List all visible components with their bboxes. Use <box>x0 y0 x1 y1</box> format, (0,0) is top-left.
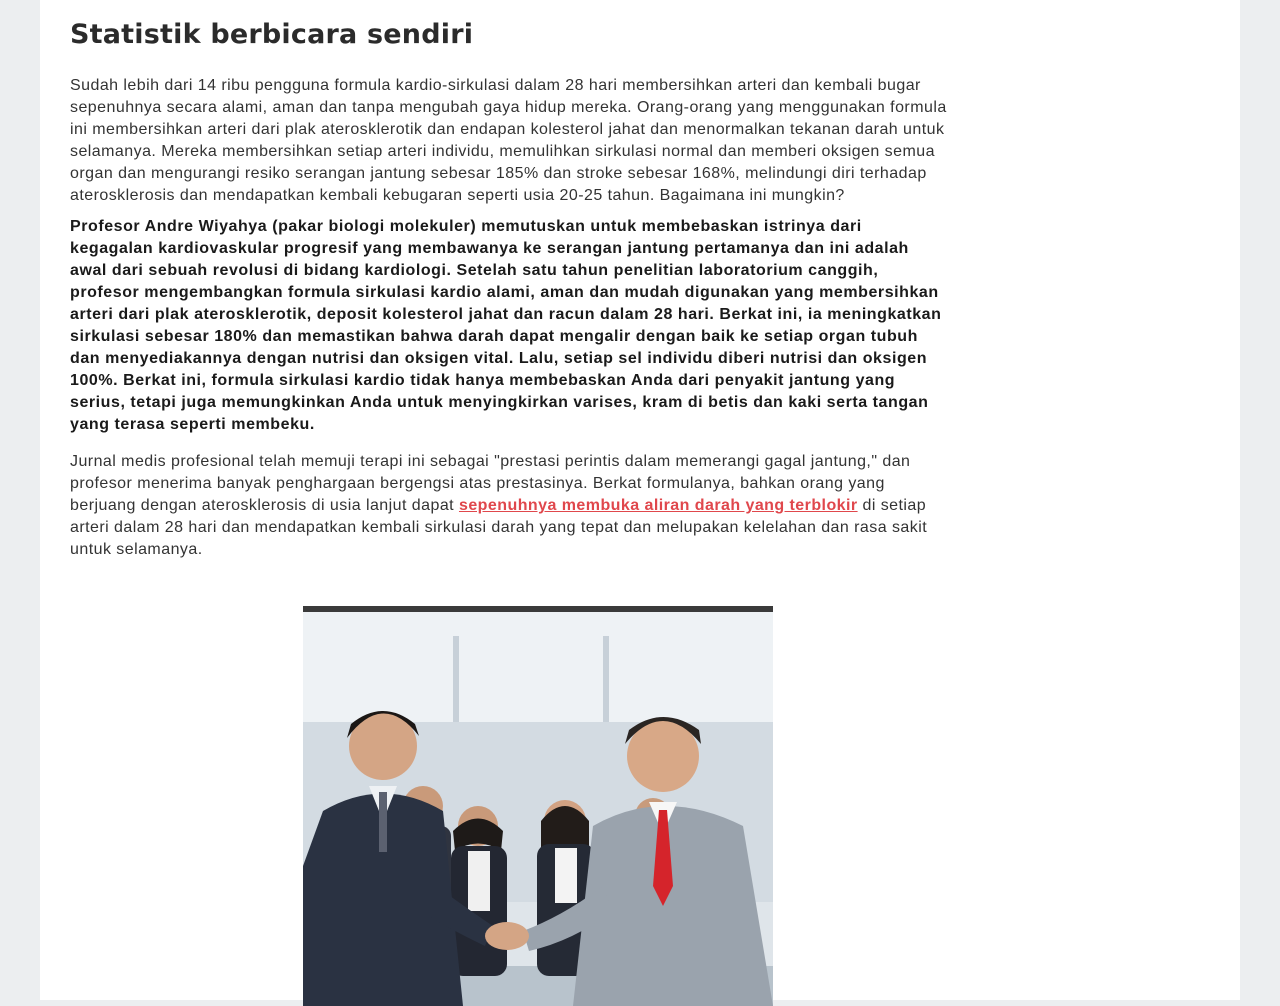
journal-text-after: di setiap arteri dalam 28 hari dan mendapatkan kembali sirkulasi darah yang tepat dan melupakan kelelahan dan rasa sakit untuk selamanya. <box>70 497 928 558</box>
blocked-blood-flow-link[interactable]: sepenuhnya membuka aliran darah yang terblokir <box>458 497 858 514</box>
intro-paragraph: Sudah lebih dari 14 ribu pengguna formula kardio-sirkulasi dalam 28 hari membersihkan arteri dan kembali bugar sepenuhnya secara alami, aman dan tanpa mengubah gaya hidup mereka. Orang-orang yang menggunakan formula ini membersihkan arteri dari plak aterosklerotik dan endapan kolesterol jahat dan menormalkan tekanan darah untuk selamanya. Mereka membersihkan setiap arteri individu, memulihkan sirkulasi normal dan memberi oksigen semua organ dan mengurangi resiko serangan jantung sebesar 185% dan stroke sebesar 168%, melindungi diri terhadap aterosklerosis dan mendapatkan kembali kebugaran seperti usia 20-25 tahun. Bagaimana ini mungkin? <box>70 77 947 204</box>
article-page <box>40 0 1240 1000</box>
article-content <box>70 0 948 561</box>
professor-paragraph: Profesor Andre Wiyahya (pakar biologi molekuler) memutuskan untuk membebaskan istrinya dari kegagalan kardiovaskular progresif yang membawanya ke serangan jantung pertamanya dan ini adalah awal dari sebuah revolusi di bidang kardiologi. Setelah satu tahun penelitian laboratorium canggih, profesor mengembangkan formula sirkulasi kardio alami, aman dan mudah digunakan yang membersihkan arteri dari plak aterosklerotik, deposit kolesterol jahat dan racun dalam 28 hari. Berkat ini, ia meningkatkan sirkulasi sebesar 180% dan memastikan bahwa darah dapat mengalir dengan baik ke setiap organ tubuh dan menyediakannya dengan nutrisi dan oksigen vital. Lalu, setiap sel individu diberi nutrisi dan oksigen 100%. Berkat ini, formula sirkulasi kardio tidak hanya membebaskan Anda dari penyakit jantung yang serius, tetapi juga memungkinkan Anda untuk menyingkirkan varises, kram di betis dan kaki serta tangan yang terasa seperti membeku. <box>70 218 942 433</box>
journal-text-before: Jurnal medis profesional telah memuji terapi ini sebagai "prestasi perintis dalam memerangi gagal jantung," dan profesor menerima banyak penghargaan bergengsi atas prestasinya. Berkat formulanya, bahkan orang yang berjuang dengan aterosklerosis di usia lanjut dapat <box>70 453 911 514</box>
section-heading: Statistik berbicara sendiri <box>70 19 474 50</box>
handshake-photo <box>303 606 773 1006</box>
journal-paragraph <box>70 451 948 561</box>
